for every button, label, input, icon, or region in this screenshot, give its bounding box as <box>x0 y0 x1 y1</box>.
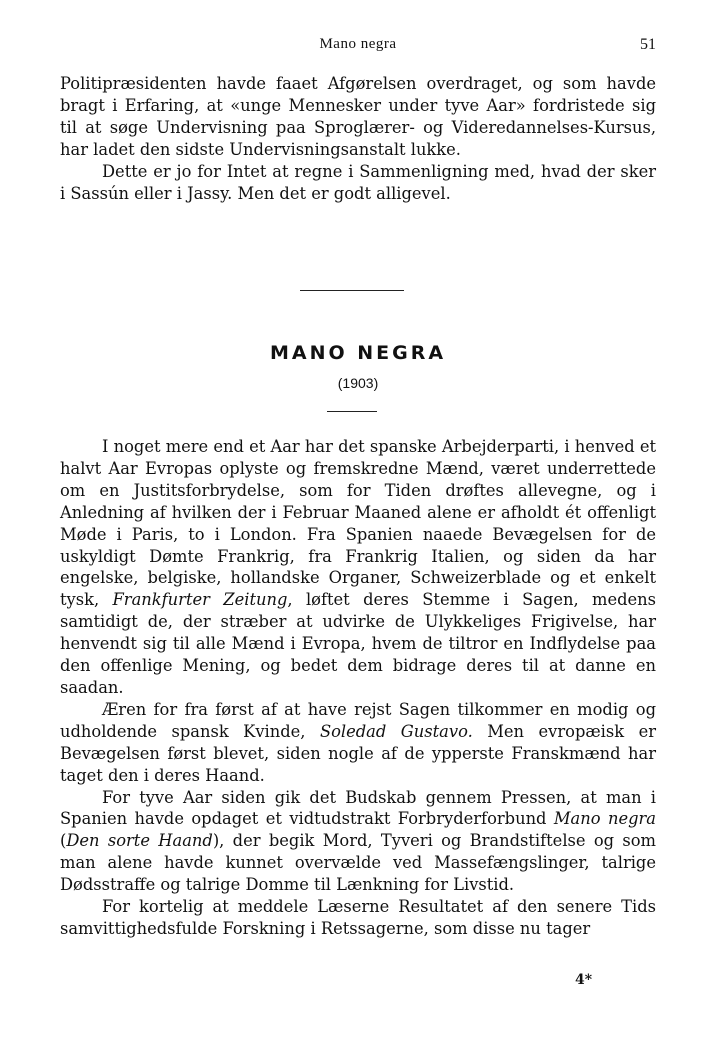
chapter-year: (1903) <box>337 375 379 391</box>
chapter-body <box>60 436 656 940</box>
page-number: 51 <box>640 36 656 53</box>
emphasis-translation: Den sorte Haand <box>66 831 213 851</box>
continued-text <box>60 73 656 204</box>
paragraph: Dette er jo for Intet at regne i Sammenligning med, hvad der sker i Sassún eller i Jassy. Men det er godt alligevel. <box>60 161 656 203</box>
title-divider <box>327 411 377 412</box>
paragraph: Æren for fra først af at have rejst Sagen tilkommer en modig og udholdende spansk Kvinde, Soledad Gustavo. Men evropæisk er Bevægelsen først blevet, siden nogle af de ypperste Franskmænd har taget den i deres Haand. <box>60 699 656 785</box>
page-header <box>60 36 656 58</box>
emphasis-person: Soledad Gustavo. <box>319 721 473 741</box>
running-head: Mano negra <box>319 36 397 52</box>
emphasis-newspaper: Frankfurter Zeitung <box>112 590 288 610</box>
emphasis-organisation: Mano negra <box>553 809 657 829</box>
paragraph: For kortelig at meddele Læserne Resultatet af den senere Tids samvittighedsfulde Forskning i Retssagerne, som disse nu tager <box>60 897 656 938</box>
paragraph: For tyve Aar siden gik det Budskab gennem Pressen, at man i Spanien havde opdaget et vidtudstrakt Forbryderforbund Mano negra (Den sorte Haand), der begik Mord, Tyveri og Brandstiftelse og som man alene havde kunnet overvælde ved Massefængslinger, talrige Dødsstraffe og talrige Domme til Lænkning for Livstid. <box>60 787 657 895</box>
chapter-title: MANO NEGRA <box>269 342 447 364</box>
paragraph-continued: Politipræsidenten havde faaet Afgørelsen overdraget, og som havde bragt i Erfaring, at «unge Mennesker under tyve Aar» fordristede sig til at søge Undervisning paa Sproglærer- og Videredannelses-Kursus, har ladet den sidste Undervisningsanstalt lukke. <box>60 74 656 159</box>
signature-mark: 4* <box>575 972 593 988</box>
section-divider <box>300 290 404 291</box>
paragraph: I noget mere end et Aar har det spanske Arbejderparti, i henved et halvt Aar Evropas oplyste og fremskredne Mænd, været underrettede om en Justitsforbrydelse, som for Tiden drøftes allevegne, og i Anledning af hvilken der i Februar Maaned alene er afholdt ét offenligt Møde i Paris, to i London. Fra Spanien naaede Bevægelsen for de uskyldigt Dømte Frankrig, fra Frankrig Italien, og siden da har engelske, belgiske, hollandske Organer, Schweizerblade og et enkelt tysk, Frankfurter Zeitung, løftet deres Stemme i Sagen, medens samtidigt de, der stræber at udvirke de Ulykkeliges Frigivelse, har henvendt sig til alle Mænd i Evropa, hvem de tiltror en Indflydelse paa den offenlige Mening, og bedet dem bidrage deres til at danne en saadan. <box>60 437 657 697</box>
